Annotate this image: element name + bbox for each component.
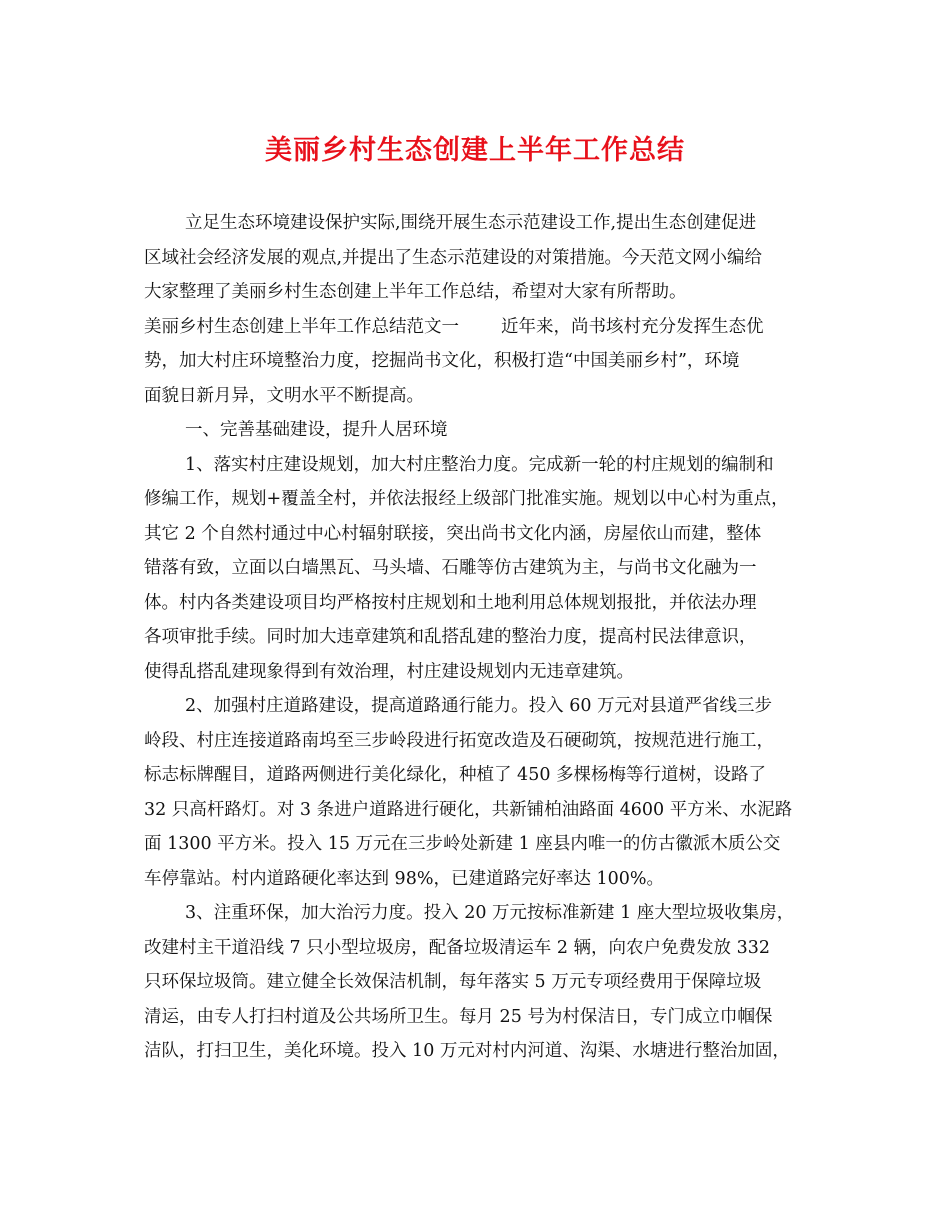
text-line: 洁队，打扫卫生，美化环境。投入 10 万元对村内河道、沟渠、水塘进行整治加固， xyxy=(144,1041,790,1061)
text-line: 势，加大村庄环境整治力度，挖掘尚书文化，积极打造“中国美丽乡村”，环境 xyxy=(144,351,740,371)
text-line-with-heading xyxy=(144,310,816,345)
text-line: 各项审批手续。同时加大违章建筑和乱搭乱建的整治力度，提高村民法律意识， xyxy=(144,627,757,647)
text-line: 清运，由专人打扫村道及公共场所卫生。每月 25 号为村保洁日，专门成立巾帼保 xyxy=(144,1006,773,1027)
text-line: 修编工作，规划+覆盖全村，并依法报经上级部门批准实施。规划以中心村为重点， xyxy=(144,489,789,509)
text-line: 面貌日新月异，文明水平不断提高。 xyxy=(144,385,424,406)
document-body xyxy=(144,206,816,1069)
subheading: 一、完善基础建设，提升人居环境 xyxy=(185,420,448,440)
text-line: 大家整理了美丽乡村生态创建上半年工作总结，希望对大家有所帮助。 xyxy=(144,282,687,302)
text-line: 面 1300 平方米。投入 15 万元在三步岭处新建 1 座县内唯一的仿古徽派木质公交 xyxy=(144,834,781,854)
text-line: 只环保垃圾筒。建立健全长效保洁机制，每年落实 5 万元专项经费用于保障垃圾 xyxy=(144,972,762,992)
text-line: 车停靠站。村内道路硬化率达到 98%，已建道路完好率达 100%。 xyxy=(144,868,665,889)
text-line: 错落有致，立面以白墙黑瓦、马头墙、石雕等仿古建筑为主，与尚书文化融为一 xyxy=(144,558,757,578)
text-line: 改建村主干道沿线 7 只小型垃圾房，配备垃圾清运车 2 辆，向农户免费发放 332 xyxy=(144,937,770,958)
text-fragment: 近年来，尚书垓村充分发挥生态优 xyxy=(501,316,764,337)
section-heading: 美丽乡村生态创建上半年工作总结范文一 xyxy=(144,316,459,337)
text-line: 3、注重环保，加大治污力度。投入 20 万元按标准新建 1 座大型垃圾收集房， xyxy=(185,903,795,923)
text-line: 其它 2 个自然村通过中心村辐射联接，突出尚书文化内涵，房屋依山而建，整体 xyxy=(144,523,762,544)
document-title: 美丽乡村生态创建上半年工作总结 xyxy=(265,135,685,166)
text-line: 1、落实村庄建设规划，加大村庄整治力度。完成新一轮的村庄规划的编制和 xyxy=(185,454,774,475)
text-line: 体。村内各类建设项目均严格按村庄规划和土地利用总体规划报批，并依法办理 xyxy=(144,592,757,613)
text-line: 岭段、村庄连接道路南坞至三步岭段进行拓宽改造及石硬砌筑，按规范进行施工， xyxy=(144,730,774,751)
text-line: 标志标牌醒目，道路两侧进行美化绿化，种植了 450 多棵杨梅等行道树，设路了 xyxy=(144,765,767,785)
text-line: 32 只高杆路灯。对 3 条进户道路进行硬化，共新铺柏油路面 4600 平方米、水泥路 xyxy=(144,799,793,820)
text-line: 2、加强村庄道路建设，提高道路通行能力。投入 60 万元对县道严省线三步 xyxy=(185,696,773,716)
text-line: 使得乱搭乱建现象得到有效治理，村庄建设规划内无违章建筑。 xyxy=(144,661,634,682)
text-line: 区域社会经济发展的观点,并提出了生态示范建设的对策措施。今天范文网小编给 xyxy=(144,247,763,268)
text-line: 立足生态环境建设保护实际,围绕开展生态示范建设工作,提出生态创建促进 xyxy=(185,213,757,233)
